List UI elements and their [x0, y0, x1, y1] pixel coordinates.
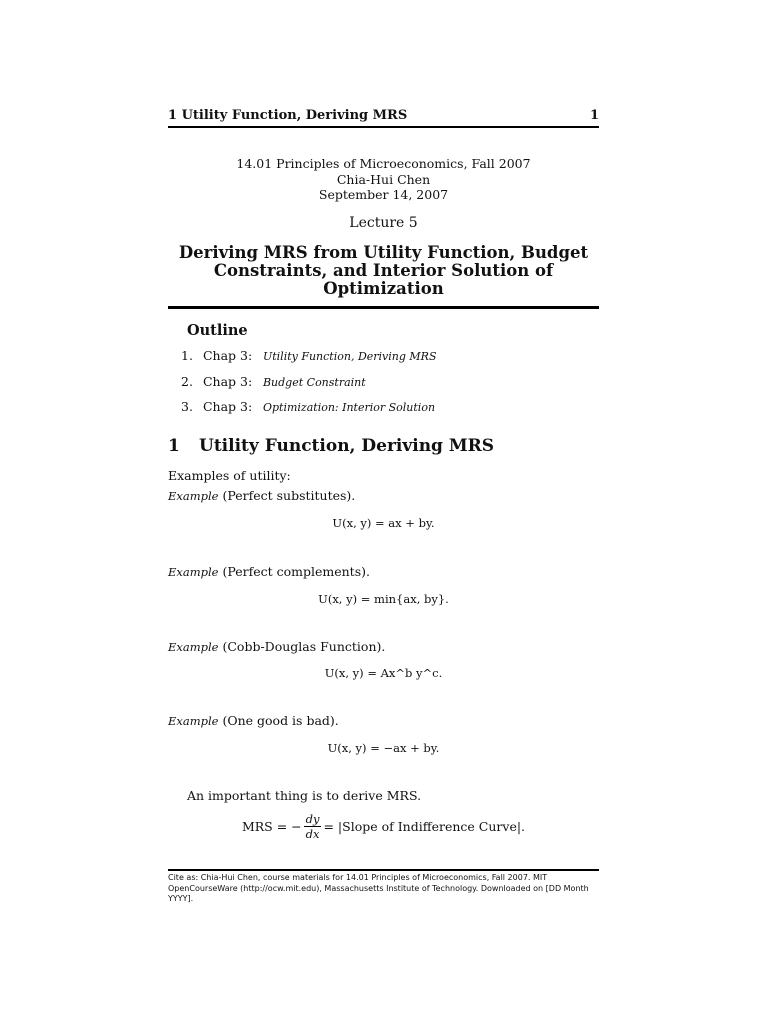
section-heading [168, 436, 494, 456]
outline-item-chapter: Chap 3: [202, 348, 253, 363]
lecture-number: Lecture 5 [349, 215, 418, 231]
outline-item-chapter: Chap 3: [202, 373, 253, 389]
outline-item-chapter: Chap 3: [202, 399, 253, 414]
utility-intro: Examples of utility: [168, 468, 291, 483]
fraction-denominator: dx [305, 827, 320, 841]
outline-item-number: 2. [181, 373, 193, 389]
footnote-line-3: YYYY]. [168, 894, 194, 903]
course-name: 14.01 Principles of Microeconomics, Fall 2007 [236, 156, 531, 171]
equation-cobb-douglas: U(x, y) = Ax^b y^c. [324, 666, 443, 680]
title-line-2: Constraints, and Interior Solution of [213, 261, 554, 280]
equation-one-good-bad: U(x, y) = −ax + by. [327, 741, 440, 755]
fraction-numerator: dy [305, 812, 320, 826]
lecture-date: September 14, 2007 [318, 187, 449, 202]
outline-item-number: 3. [181, 399, 193, 414]
equation-perfect-substitutes: U(x, y) = ax + by. [332, 516, 435, 530]
section-title: Utility Function, Deriving MRS [199, 436, 495, 456]
outline-item [181, 399, 437, 425]
footnote-divider [168, 869, 599, 871]
outline-item [181, 348, 437, 374]
document-page [168, 0, 599, 1024]
example-label: Example [168, 714, 219, 728]
outline-item [181, 374, 437, 400]
derivative-fraction [304, 812, 322, 841]
outline-item-topic: Utility Function, Deriving MRS [262, 350, 437, 363]
example-description: (Perfect substitutes). [222, 488, 356, 503]
mrs-rhs: = |Slope of Indifference Curve|. [323, 819, 526, 834]
author-name: Chia-Hui Chen [336, 171, 431, 187]
page-number: 1 [589, 108, 599, 123]
outline-heading: Outline [187, 322, 248, 339]
footnote-line-2: OpenCourseWare (http://ocw.mit.edu), Massachusetts Institute of Technology. Downloaded on [DD Month [168, 883, 589, 893]
example-description: (One good is bad). [222, 713, 339, 728]
example-label: Example [168, 640, 219, 654]
outline-list [181, 348, 437, 425]
outline-item-topic: Optimization: Interior Solution [262, 401, 436, 414]
title-line-1: Deriving MRS from Utility Function, Budget [178, 243, 589, 262]
example-description: (Cobb-Douglas Function). [222, 639, 386, 654]
outline-item-topic: Budget Constraint [262, 375, 366, 389]
example-perfect-substitutes [168, 488, 355, 503]
running-head [168, 108, 599, 128]
running-head-title: 1 Utility Function, Deriving MRS [168, 108, 408, 123]
example-description: (Perfect complements). [222, 564, 370, 579]
citation-footnote [168, 873, 599, 905]
important-note: An important thing is to derive MRS. [187, 788, 422, 803]
title-divider [168, 306, 599, 309]
mrs-equation [168, 812, 599, 841]
outline-item-number: 1. [181, 348, 193, 363]
footnote-line-1: Cite as: Chia-Hui Chen, course materials for 14.01 Principles of Microeconomics, Fall 2007. MIT [168, 873, 548, 882]
title-line-3: Optimization [323, 279, 444, 298]
example-perfect-complements [168, 564, 370, 579]
example-label: Example [168, 489, 219, 503]
mrs-lhs: MRS = − [241, 819, 302, 834]
lecture-meta [168, 156, 599, 203]
section-number: 1 [168, 436, 180, 456]
example-label: Example [168, 565, 219, 579]
document-title [168, 244, 599, 298]
example-one-good-bad [168, 713, 339, 728]
example-cobb-douglas [168, 639, 385, 654]
equation-perfect-complements: U(x, y) = min{ax, by}. [318, 592, 449, 606]
